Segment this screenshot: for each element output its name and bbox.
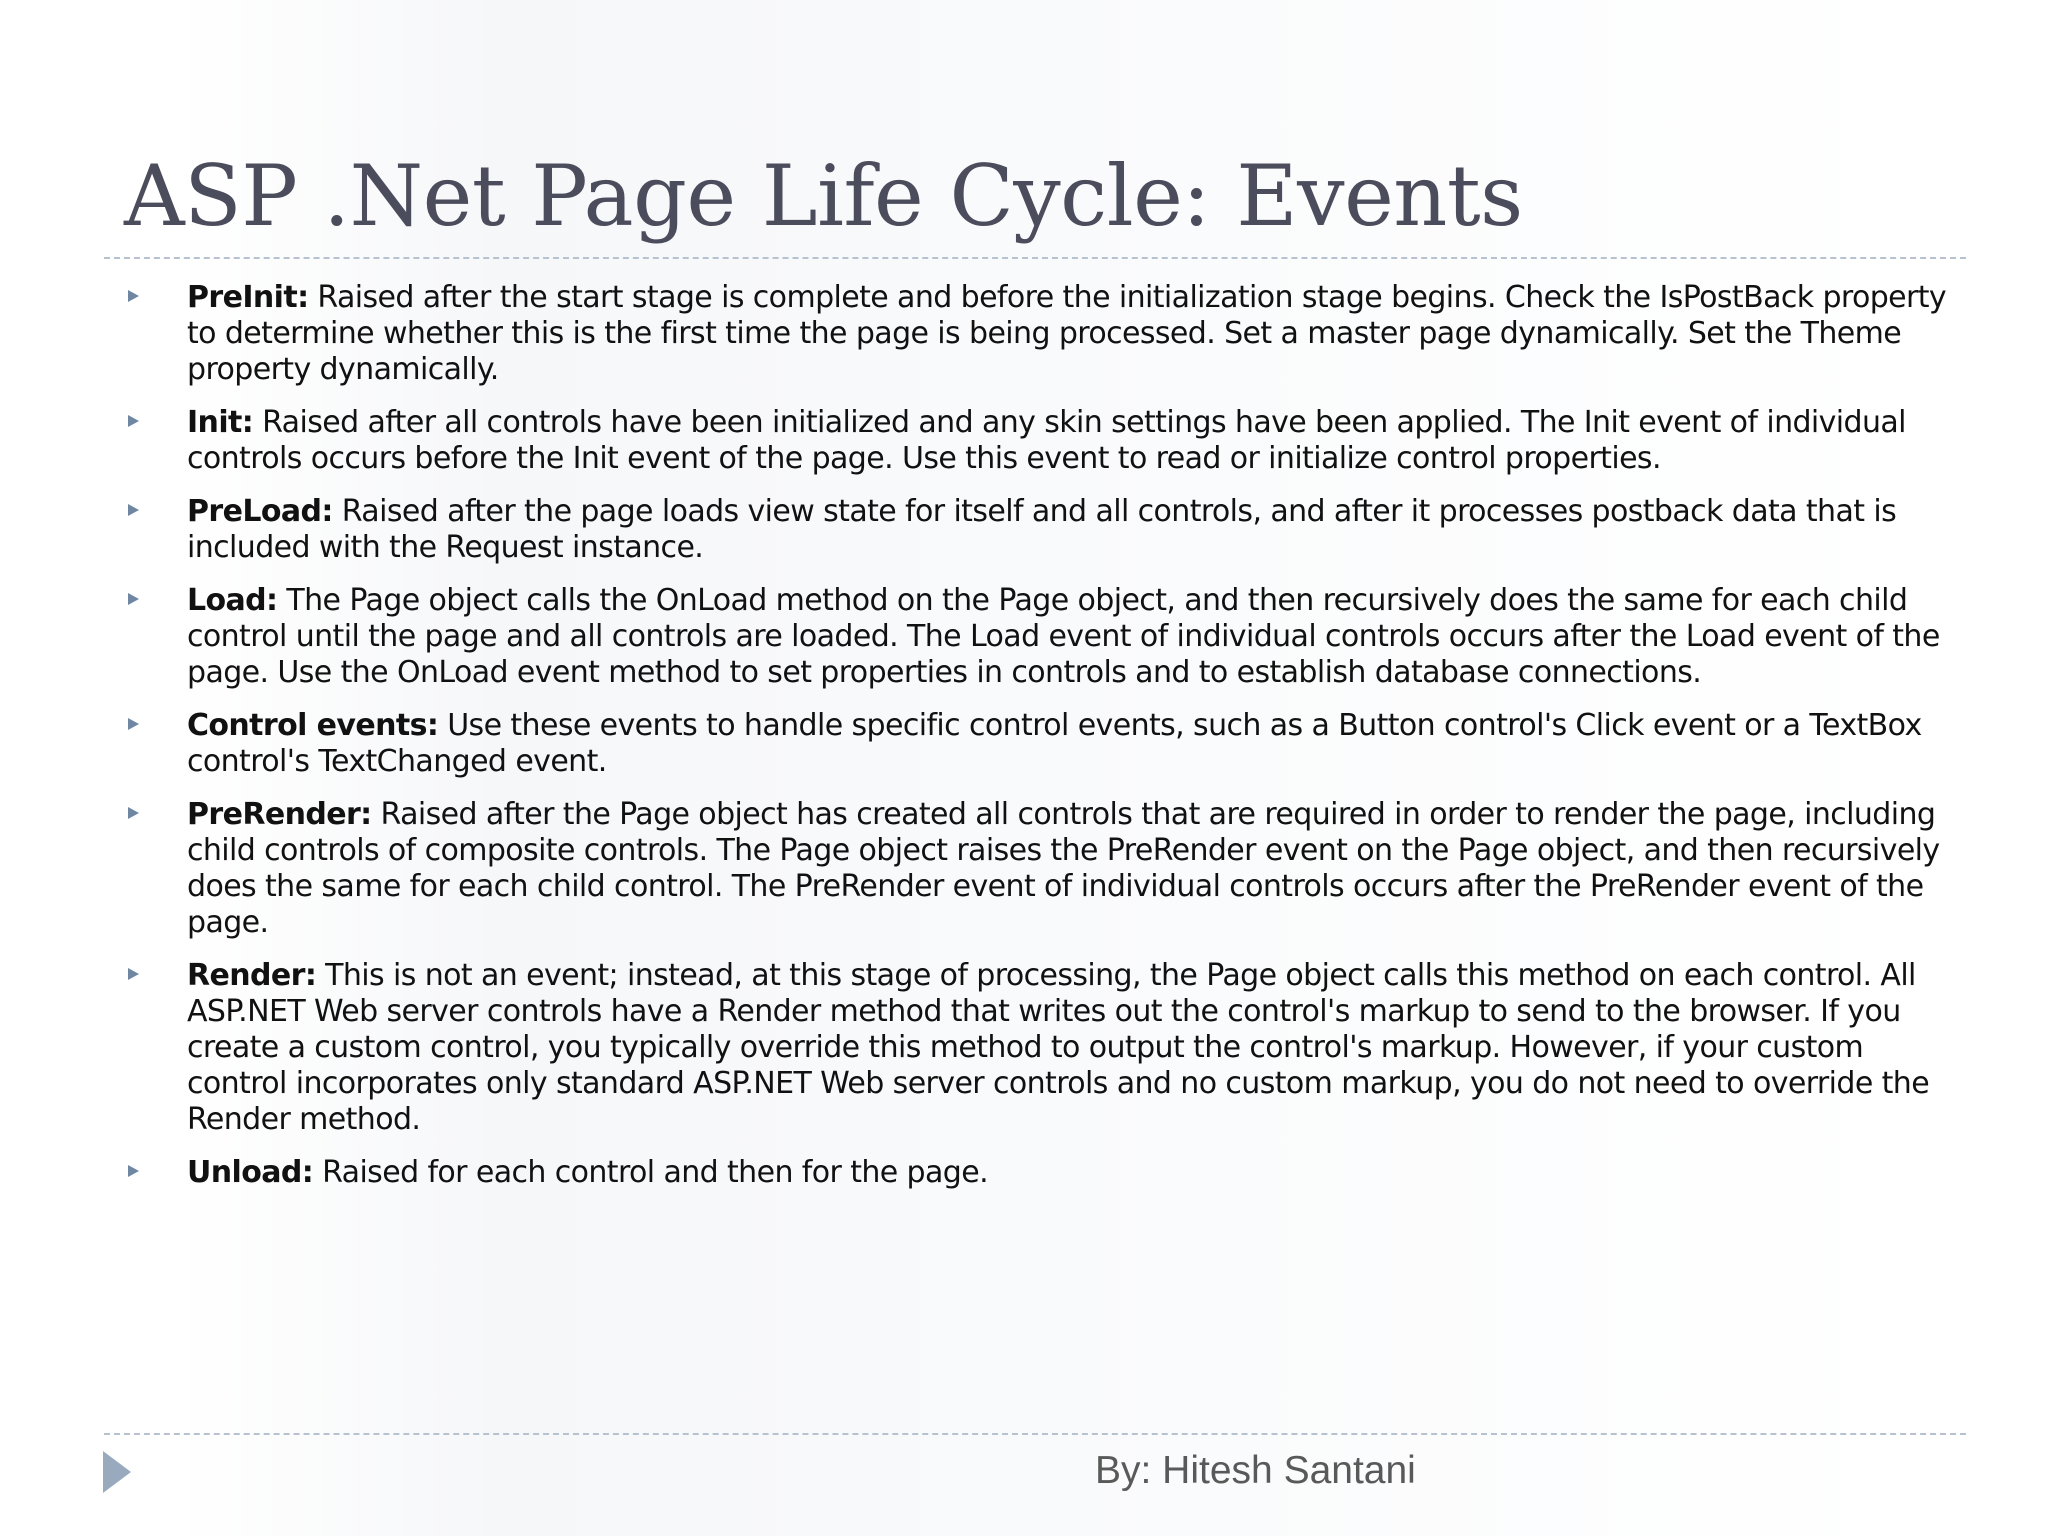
- bullet-unload: [124, 1155, 1950, 1191]
- triangle-bullet-icon: [128, 807, 139, 819]
- bullet-term: PreLoad:: [187, 494, 333, 529]
- bullet-text: Raised after all controls have been initialized and any skin settings have been applied. The Init event of individual controls occurs before the Init event of the page. Use this event to read or initialize control properties.: [187, 405, 1906, 476]
- bullet-term: PreRender:: [187, 797, 372, 832]
- slide-title: ASP .Net Page Life Cycle: Events: [124, 147, 1523, 245]
- bullet-load: [124, 583, 1950, 691]
- triangle-bullet-icon: [128, 968, 139, 980]
- bullet-list: [124, 280, 1950, 1208]
- triangle-bullet-icon: [128, 415, 139, 427]
- bullet-preload: [124, 494, 1950, 566]
- bullet-render: [124, 958, 1950, 1138]
- bullet-text: Raised after the Page object has created all controls that are required in order to render the page, including child controls of composite controls. The Page object raises the PreRender event on the Page object, and then recursively does the same for each child control. The PreRender event of individual controls occurs after the PreRender event of the page.: [187, 797, 1940, 940]
- footer-author: By: Hitesh Santani: [1095, 1449, 1416, 1492]
- bullet-init: [124, 405, 1950, 477]
- bullet-text: Raised after the start stage is complete and before the initialization stage begins. Check the IsPostBack property to determine whether this is the first time the page is being processed. Set a master page dynamically. Set the Theme property dynamically.: [187, 280, 1947, 387]
- play-arrow-icon: [103, 1451, 131, 1493]
- triangle-bullet-icon: [128, 1165, 139, 1177]
- bullet-term: Render:: [187, 958, 317, 993]
- bullet-text: Use these events to handle specific control events, such as a Button control's Click event or a TextBox control's TextChanged event.: [187, 708, 1922, 779]
- bullet-term: Load:: [187, 583, 278, 618]
- bullet-preinit: [124, 280, 1950, 388]
- footer-divider: [104, 1433, 1966, 1435]
- triangle-bullet-icon: [128, 718, 139, 730]
- bullet-term: Control events:: [187, 708, 439, 743]
- bullet-text: The Page object calls the OnLoad method on the Page object, and then recursively does the same for each child control until the page and all controls are loaded. The Load event of individual controls occurs after the Load event of the page. Use the OnLoad event method to set properties in controls and to establish database connections.: [187, 583, 1940, 690]
- bullet-control-events: [124, 708, 1950, 780]
- title-divider: [104, 257, 1966, 259]
- bullet-prerender: [124, 797, 1950, 941]
- bullet-text: Raised for each control and then for the page.: [313, 1155, 989, 1190]
- triangle-bullet-icon: [128, 290, 139, 302]
- triangle-bullet-icon: [128, 593, 139, 605]
- bullet-text: Raised after the page loads view state for itself and all controls, and after it processes postback data that is included with the Request instance.: [187, 494, 1897, 565]
- bullet-term: Unload:: [187, 1155, 314, 1190]
- bullet-text: This is not an event; instead, at this stage of processing, the Page object calls this method on each control. All ASP.NET Web server controls have a Render method that writes out the control's markup to send to the browser. If you create a custom control, you typically override this method to output the control's markup. However, if your custom control incorporates only standard ASP.NET Web server controls and no custom markup, you do not need to override the Render method.: [187, 958, 1930, 1137]
- bullet-term: PreInit:: [187, 280, 309, 315]
- triangle-bullet-icon: [128, 504, 139, 516]
- bullet-term: Init:: [187, 405, 254, 440]
